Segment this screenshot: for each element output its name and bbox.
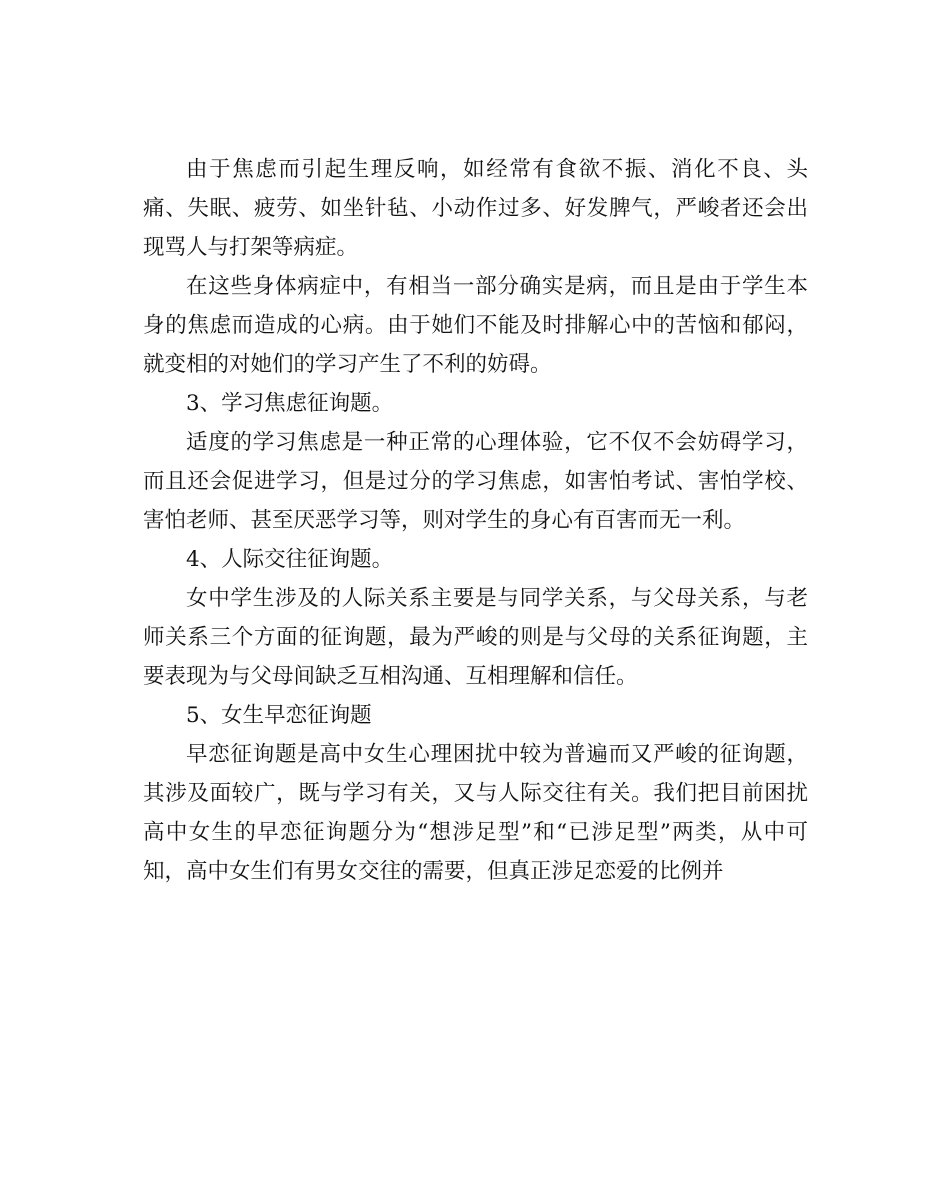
paragraph-learning-anxiety: 适度的学习焦虑是一种正常的心理体验，它不仅不会妨碍学习，而且还会促进学习，但是过分的学习焦虑，如害怕考试、害怕学校、害怕老师、甚至厌恶学习等，则对学生的身心有百害而无一利。 bbox=[143, 430, 808, 533]
paragraph-early-romance: 早恋征询题是高中女生心理困扰中较为普遍而又严峻的征询题，其涉及面较广，既与学习有关，又与人际交往有关。我们把目前困扰高中女生的早恋征询题分为“想涉足型”和“已涉足型”两类，从中可知，高中女生们有男女交往的需要，但真正涉足恋爱的比例并 bbox=[143, 742, 808, 884]
heading-learning-anxiety: 3、学习焦虑征询题。 bbox=[186, 391, 394, 416]
paragraph-physiological-reactions: 由于焦虑而引起生理反响，如经常有食欲不振、消化不良、头痛、失眠、疲劳、如坐针毡、小动作过多、好发脾气，严峻者还会出现骂人与打架等病症。 bbox=[143, 157, 808, 260]
heading-early-romance: 5、女生早恋征询题 bbox=[186, 703, 372, 728]
document-body bbox=[143, 150, 808, 891]
heading-interpersonal: 4、人际交往征询题。 bbox=[186, 547, 394, 572]
paragraph-physical-symptoms: 在这些身体病症中，有相当一部分确实是病，而且是由于学生本身的焦虑而造成的心病。由于她们不能及时排解心中的苦恼和郁闷，就变相的对她们的学习产生了不利的妨碍。 bbox=[143, 274, 808, 377]
paragraph-interpersonal: 女中学生涉及的人际关系主要是与同学关系，与父母关系，与老师关系三个方面的征询题，最为严峻的则是与父母的关系征询题，主要表现为与父母间缺乏互相沟通、互相理解和信任。 bbox=[143, 586, 808, 689]
